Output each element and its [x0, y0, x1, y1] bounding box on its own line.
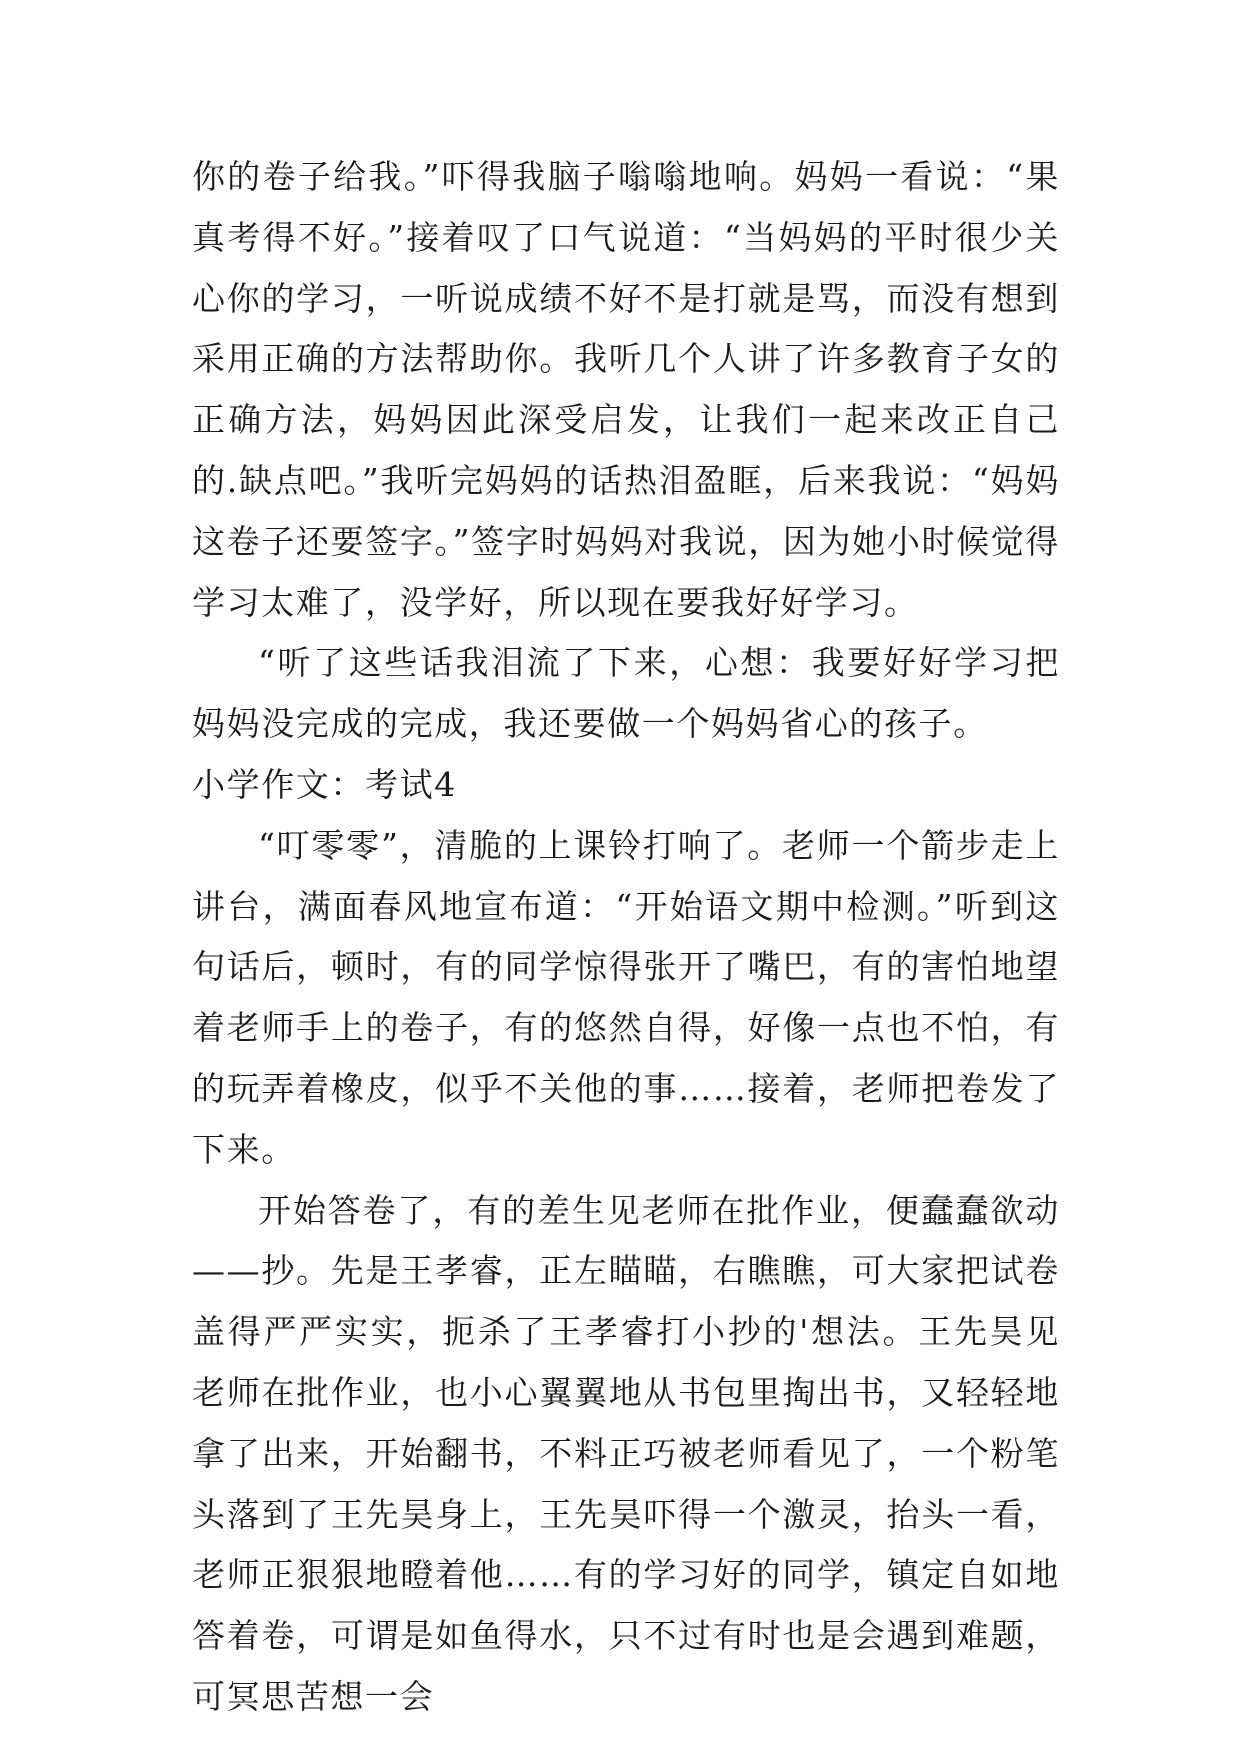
section-heading: 小学作文：考试4 — [192, 764, 457, 804]
paragraph-tears: “听了这些话我泪流了下来，心想：我要好好学习把妈妈没完成的完成，我还要做一个妈妈省心的孩子。 — [192, 643, 1060, 744]
paragraph-bell: “叮零零”，清脆的上课铃打响了。老师一个箭步走上讲台，满面春风地宣布道：“开始语文期中检测。”听到这句话后，顿时，有的同学惊得张开了嘴巴，有的害怕地望着老师手上的卷子，有的悠然自得，好像一点也不怕，有的玩弄着橡皮，似乎不关他的事……接着，老师把卷发了下来。 — [192, 825, 1060, 1169]
document-page — [192, 147, 1060, 1728]
paragraph-continuation: 你的卷子给我。”吓得我脑子嗡嗡地响。妈妈一看说：“果真考得不好。”接着叹了口气说道：“当妈妈的平时很少关心你的学习，一听说成绩不好不是打就是骂，而没有想到采用正确的方法帮助你。我听几个人讲了许多教育子女的正确方法，妈妈因此深受启发，让我们一起来改正自己的.缺点吧。”我听完妈妈的话热泪盈眶，后来我说：“妈妈这卷子还要签字。”签字时妈妈对我说，因为她小时候觉得学习太难了，没学好，所以现在要我好好学习。 — [192, 157, 1060, 622]
paragraph-answering: 开始答卷了，有的差生见老师在批作业，便蠢蠢欲动——抄。先是王孝睿，正左瞄瞄，右瞧瞧，可大家把试卷盖得严严实实，扼杀了王孝睿打小抄的'想法。王先昊见老师在批作业，也小心翼翼地从书包里掏出书，又轻轻地拿了出来，开始翻书，不料正巧被老师看见了，一个粉笔头落到了王先昊身上，王先昊吓得一个激灵，抬头一看，老师正狠狠地瞪着他……有的学习好的同学，镇定自如地答着卷，可谓是如鱼得水，只不过有时也是会遇到难题，可冥思苦想一会 — [192, 1190, 1060, 1716]
